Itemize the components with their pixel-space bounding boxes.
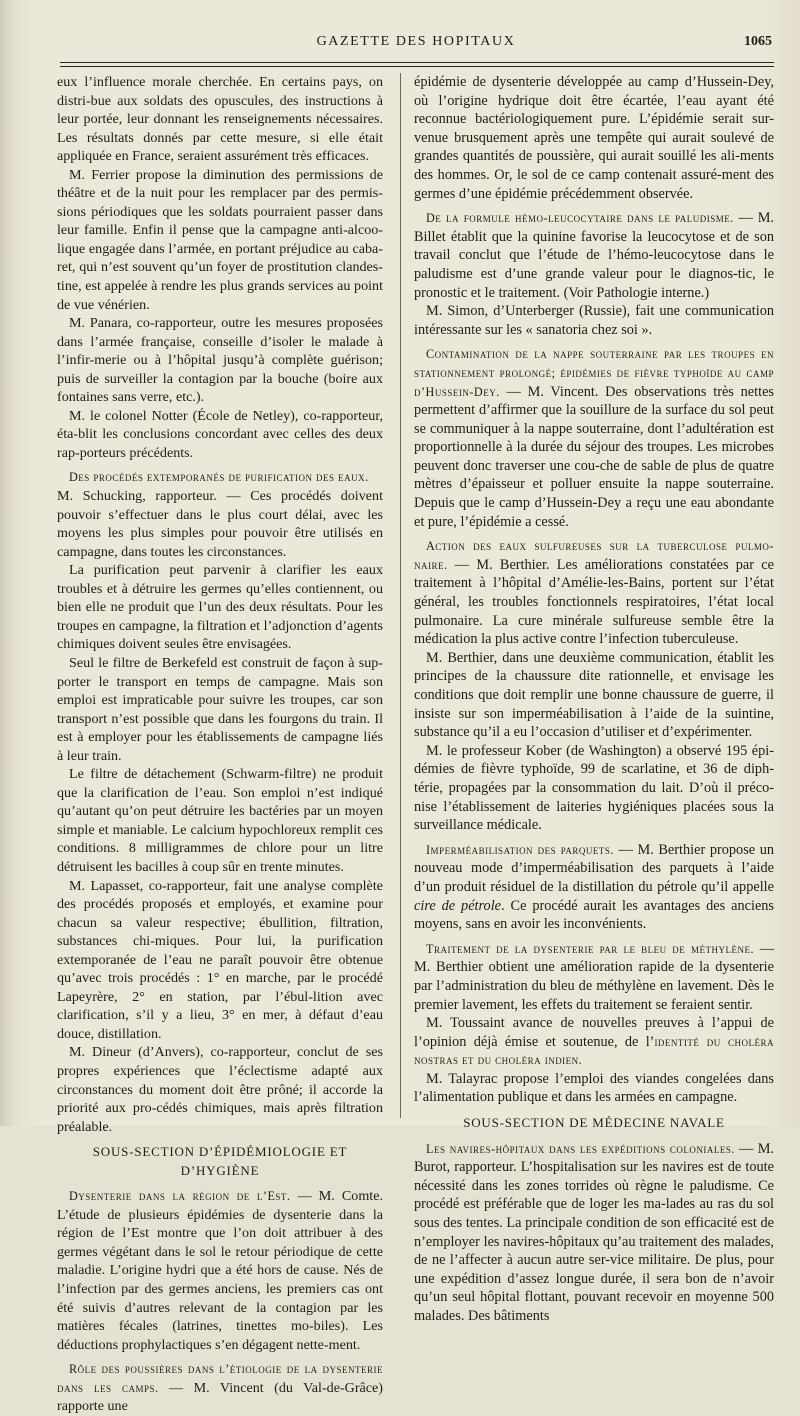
- paragraph: [414, 1140, 774, 1326]
- paragraph: [414, 940, 774, 1014]
- paragraph: [414, 209, 774, 302]
- paragraph: M. Lapasset, co-rapporteur, fait une analyse complète des procédés proposés et employés, et examine pour chacun sa valeur respective; ébullition, filtration, substances chi-miques. Pour lui, la purification extemporanée de l’eau ne paraît pouvoir être obtenue qu’avec trois procédés : 1° en marche, par le procédé Lapeyrère, 2° en station, par l’ébul-lition avec clarification, s’il y a lieu, 3° en mer, à défaut d’eau douce, distillation.: [57, 877, 383, 1042]
- paragraph-text: — M. Burot, rapporteur. L’hospitalisation sur les navires est de toute nécessité dans les zones torrides où règne le paludisme. Ce procédé est préférable que de loger les ma-lades au ras du sol sous des tentes. La principale condition de son efficacité est de n’employer les navires-hôpitaux qu’au traitement des malades, de ne l’affecter à aucun autre ser-vice militaire. De plus, pour une expédition d’assez longue durée, il sera bon de n’avoir qu’un seul hôpital flottant, pouvant recevoir en moyenne 500 malades. Des bâtiments: [414, 1140, 774, 1324]
- smallcaps-text: identité du choléra nostras et du choléra indien.: [414, 1034, 775, 1068]
- paragraph-text: — M. Vincent. Des observations très nettes permettent d’affirmer que la souillure de la surface du sol peut se communiquer à la nappe souterraine, dont l’adultération est proportionnelle à la durée du séjour des troupes. Les microbes peuvent donc traverser une cou-che de sable de plus de quatre mètres d’épaisseur et polluer ensuite la nappe souterraine. Depuis que le camp d’Hussein-Dey a reçu une eau abondante et pure, l’épidémie a cessé.: [414, 383, 774, 530]
- paragraph: Seul le filtre de Berkefeld est construit de façon à sup-porter le transport en temps de campagne. Mais son emploi est impraticable pour suivre les troupes, car son transport n’est possible que dans les fourgons du train. Il est à employer pour les établissements de campagne liés à leur train.: [57, 654, 383, 764]
- paragraph: Le filtre de détachement (Schwarm-filtre) ne produit que la clarification de l’eau. Son emploi n’est indiqué qu’autant qu’on peut détruire les bactéries par un moyen simple et maniable. Le calcium hypochloreux remplit ces conditions. 8 milligrammes de chlore pour un litre détruisent les bacilles à coup sûr en trente minutes.: [57, 766, 383, 875]
- paragraph: La purification peut parvenir à clarifier les eaux troubles et à détruire les germes qu’elles contiennent, ou bien elle ne produit que l’un des deux résultats. Pour les troupes en campagne, la filtration et l’adjonction d’agents chimiques doivent seules être envisagées.: [57, 562, 383, 653]
- heading-text: Dysenterie dans la région de l’Est.: [69, 1189, 291, 1204]
- paragraph: M. le colonel Notter (École de Netley), co-rapporteur, éta-blit les conclusions concordant avec celles des deux rap-porteurs précédents.: [57, 407, 383, 461]
- running-header: [60, 34, 772, 56]
- paragraph: [57, 1360, 383, 1416]
- page-number: 1065: [744, 34, 772, 49]
- paragraph-text: — M. Berthier propose un nouveau mode d’imperméabilisation des parquets à l’aide d’un produit résiduel de la distillation du pétrole qu’il appelle: [414, 841, 775, 895]
- paragraph: [414, 1014, 774, 1070]
- paragraph: [414, 537, 774, 649]
- subsection-heading: [57, 468, 383, 487]
- paragraph-text: — M. Vincent (du Val-de-Grâce) rapporte une: [57, 1379, 383, 1415]
- heading-text: Traitement de la dysenterie par le bleu de méthylène.: [426, 941, 754, 956]
- paragraph: M. le professeur Kober (de Washington) a observé 195 épi-démies de fièvre typhoïde, 99 de scarlatine, et 36 de diph-térie, propagées par la consommation du lait. D’où il préco-nise l’établissement de laiteries hygiéniques placées sous la surveillance médicale.: [414, 742, 774, 834]
- paragraph-text: — M. Billet établit que la quinine favorise la leucocytose et de son travail conclut que l’étude de l’hémo-leucocytose dans le paludisme est d’une grande valeur pour le diagnos-tic, le pronostic et le traitement. (Voir Pathologie interne.): [414, 210, 774, 301]
- paragraph-text: . Ce procédé aurait les avantages des anciens moyens, sans en avoir les inconvénients.: [414, 897, 774, 933]
- paragraph: [414, 345, 774, 531]
- journal-title: GAZETTE DES HOPITAUX: [316, 34, 516, 49]
- section-title: SOUS-SECTION D’ÉPIDÉMIOLOGIE ET D’HYGIÈNE: [92, 1144, 348, 1178]
- heading-text: Des procédés extemporanés de purification des eaux.: [69, 470, 369, 485]
- paragraph: M. Simon, d’Unterberger (Russie), fait une communication intéressante sur les « sanatoria chez soi ».: [414, 303, 774, 338]
- paragraph: M. Schucking, rapporteur. — Ces procédés doivent pouvoir s’effectuer dans le plus court délai, avec les moyens les plus simples pour pouvoir être utilisés en campagne, dans toutes les circonstances.: [57, 488, 383, 560]
- paragraph: M. Ferrier propose la diminution des permissions de théâtre et de la nuit pour les remplacer par des permis-sions périodiques que les soldats pourraient passer dans leur famille. Enfin il pense que la campagne anti-alcoo-lique engagée dans l’armée, en portant préjudice au caba-ret, qui n’est souvent qu’un foyer de prostitution clandes-tine, est appelée à rendre les plus grands services au point de vue vénérien.: [57, 166, 383, 313]
- paragraph: M. Panara, co-rapporteur, outre les mesures proposées dans l’armée française, conseille d’isoler le malade à l’infir-merie ou à l’hôpital jusqu’à complète guérison; puis de surveiller la contagion par la bouche (boire aux fontaines sans verre, etc.).: [57, 315, 383, 406]
- paragraph-text: — M. Comte. L’étude de plusieurs épidémies de dysenterie dans la région de l’Est montre que l’on doit attribuer à des germes végétant dans le sol le retour périodique de cette maladie. L’origine hydri que a été hors de cause. Nés de l’infection par des germes anciens, les premiers cas ont été suivis d’autres relevant de la contagion par les matières fécales (latrines, tinettes mo-biles). Les déductions prophylactiques s’en dégagent nette-ment.: [57, 1188, 383, 1353]
- paragraph-text: — M. Berthier. Les améliorations constatées par ce traitement à l’hôpital d’Amélie-les-Bains, portent sur l’état général, les troubles fonctionnels respiratoires, l’état local pulmonaire. La cure minérale sulfureuse semble être la médication la plus active contre l’infection tuberculeuse.: [414, 556, 774, 648]
- heading-text: Action des eaux sulfureuses sur la tuberculose pulmo-naire.: [414, 539, 774, 572]
- heading-text: Imperméabilisation des parquets.: [426, 842, 614, 857]
- heading-text: Contamination de la nappe souterraine par les troupes en stationnement prolongé; épidémies de fièvre typhoïde au camp d’Hussein-Dey.: [414, 347, 774, 399]
- paragraph: eux l’influence morale cherchée. En certains pays, on distri-bue aux soldats des opuscules, des instructions à leur portée, leur donnant les renseignements nécessaires. Les résultats donnés par cette mesure, si elle était appliquée en France, seraient assurément très efficaces.: [57, 74, 383, 165]
- paragraph: épidémie de dysenterie développée au camp d’Hussein-Dey, où l’origine hydrique doit être écartée, l’eau ayant été reconnue bactériologiquement pure. L’épidémie serait sur-venue brusquement après une tempête qui aurait soulevé de grandes quantités de poussière, qui aurait souillé les ali-ments des hommes. Or, le sol de ce camp contenait assuré-ment des germes d’une épidémie précédemment observée.: [414, 74, 774, 202]
- heading-text: De la formule hémo-leucocytaire dans le paludisme.: [426, 211, 734, 226]
- emphasis-text: cire de pétrole: [414, 897, 502, 914]
- left-column: [57, 73, 383, 1416]
- right-column: [414, 73, 774, 1326]
- heading-text: Les navires-hôpitaux dans les expéditions coloniales.: [426, 1141, 735, 1156]
- section-title: SOUS-SECTION DE MÉDECINE NAVALE: [463, 1115, 725, 1131]
- paragraph: M. Talayrac propose l’emploi des viandes congelées dans l’alimentation publique et dans les armées en campagne.: [414, 1070, 774, 1106]
- paragraph: M. Dineur (d’Anvers), co-rapporteur, conclut de ses propres expériences que l’éclectisme adapté aux circonstances du moment doit être prôné; il accorde la priorité aux pro-cédés chimiques, mais après filtration préalable.: [57, 1044, 383, 1135]
- header-rule-thin: [60, 66, 774, 67]
- header-rule-thick: [60, 62, 774, 63]
- paragraph-text: — M. Berthier obtient une amélioration rapide de la dysenterie par l’administration du bleu de méthylène en lavement. Dès le premier lavement, les effets du traitement se feraient sentir.: [414, 940, 774, 1013]
- paragraph-text: M. Toussaint avance de nouvelles preuves à l’appui de l’opinion déjà émise et soutenue, de l’: [414, 1015, 774, 1050]
- column-divider: [400, 73, 401, 1118]
- paragraph: [414, 841, 774, 934]
- paragraph: [57, 1187, 383, 1354]
- heading-text: Rôle des poussières dans l’étiologie de la dysenterie dans les camps.: [57, 1362, 383, 1395]
- paragraph: M. Berthier, dans une deuxième communication, établit les principes de la chaussure dite rationnelle, et envisage les conditions que doit remplir une bonne chaussure de guerre, il insiste sur son imperméabilisation à l’aide de la suintine, substance qu’il a eu l’occasion d’utiliser et d’expérimenter.: [414, 649, 774, 741]
